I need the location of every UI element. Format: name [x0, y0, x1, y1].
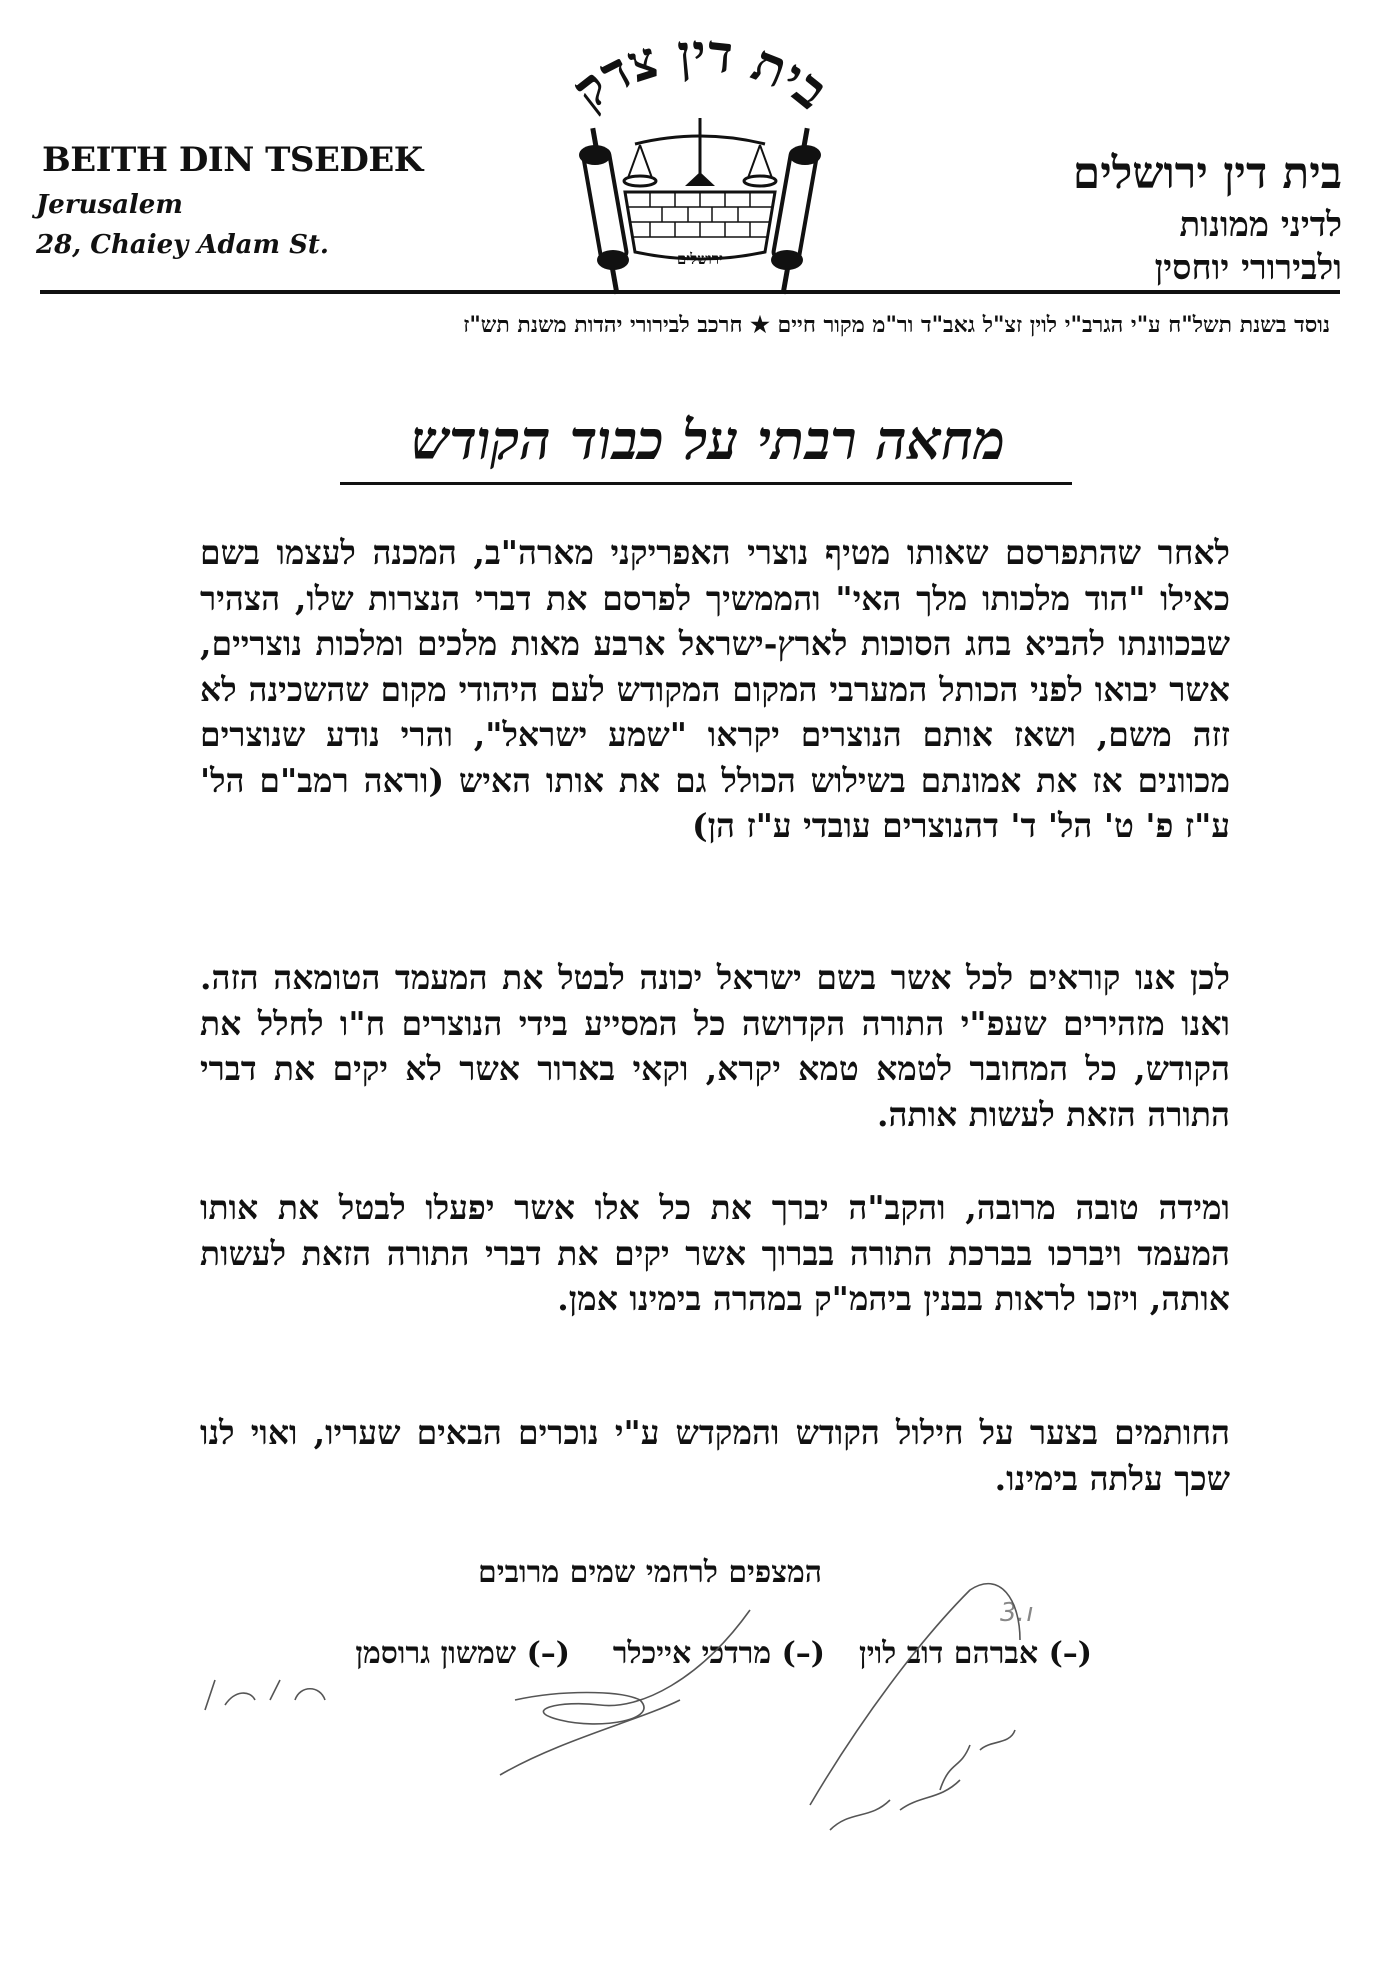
founded-line: נוסד בשנת תשל"ח ע"י הגרב"י לוין זצ"ל גאב"ד ור"מ מקור חיים ★ חרכב לבירורי יהדות משנת תש"ז	[463, 312, 1330, 338]
signatory-name: (–) שמשון גרוסמן	[355, 1636, 570, 1671]
letterhead-english-city: Jerusalem	[36, 190, 183, 220]
paragraph: לכן אנו קוראים לכל אשר בשם ישראל יכונה לבטל את המעמד הטומאה הזה. ואנו מזהירים שעפ"י התורה הקדושה כל המסייע בידי הנוצרים ח"ו לחלל את הקודש, כל המחובר לטמא טמא יקרא, וקאי בארור אשר לא יקים את דברי התורה הזאת לעשות אותה.	[200, 958, 1230, 1134]
letterhead-english-address: 28, Chaiey Adam St.	[36, 230, 329, 260]
letterhead-hebrew-line2: ולבירורי יוחסין	[1154, 248, 1342, 288]
letterhead-hebrew-line1: לדיני ממונות	[1179, 205, 1342, 245]
closing-line: המצפים לרחמי שמים מרובים	[477, 1555, 823, 1590]
signatory-name: (–) מרדכי אייכלר	[612, 1636, 825, 1671]
paragraph: לאחר שהתפרסם שאותו מטיף נוצרי האפריקני מארה"ב, המכנה לעצמו בשם כאילו "הוד מלכותו מלך האי" והממשיך לפרסם את דברי הנצרות שלו, הצהיר שבכוונתו להביא בחג הסוכות לארץ-ישראל ארבע מאות מלכים ומלכות נוצריים, אשר יבואו לפני הכותל המערבי המקום המקודש לעם היהודי מקום שהשכינה לא זזה משם, ושאז אותם הנוצרים יקראו "שמע ישראל", והרי נודע שנוצרים מכוונים אז את אמונתם בשילוש הכולל גם את אותו האיש (וראה רמב"ם הל' ע"ז פ' ט' הל' ד' דהנוצרים עובדי ע"ז הן)	[200, 533, 1230, 845]
document-title: מחאה רבתי על כבוד הקודש	[410, 408, 1006, 472]
paragraph: ומידה טובה מרובה, והקב"ה יברך את כל אלו אשר יפעלו לבטל את אותו המעמד ויברכו בברכת התורה בברוך אשר יקים את דברי התורה הזאת לעשות אותה, ויזכו לראות בבנין ביהמ"ק במהרה בימינו אמן.	[200, 1188, 1230, 1318]
letterhead-english-name: BEITH DIN TSEDEK	[42, 140, 423, 180]
paragraph: החותמים בצער על חילול הקודש והמקדש ע"י נוכרים הבאים שעריו, ואוי לנו שכך עלתה בימינו.	[200, 1413, 1230, 1498]
logo-base-text: ירושלים	[676, 250, 724, 268]
signatory-name: (–) אברהם דוב לוין	[859, 1636, 1092, 1671]
handwritten-date: 3.ו	[1000, 1598, 1032, 1628]
logo-arc-text: בית דין צדק	[560, 22, 840, 122]
letterhead-hebrew-name: בית דין ירושלים	[1072, 148, 1342, 199]
